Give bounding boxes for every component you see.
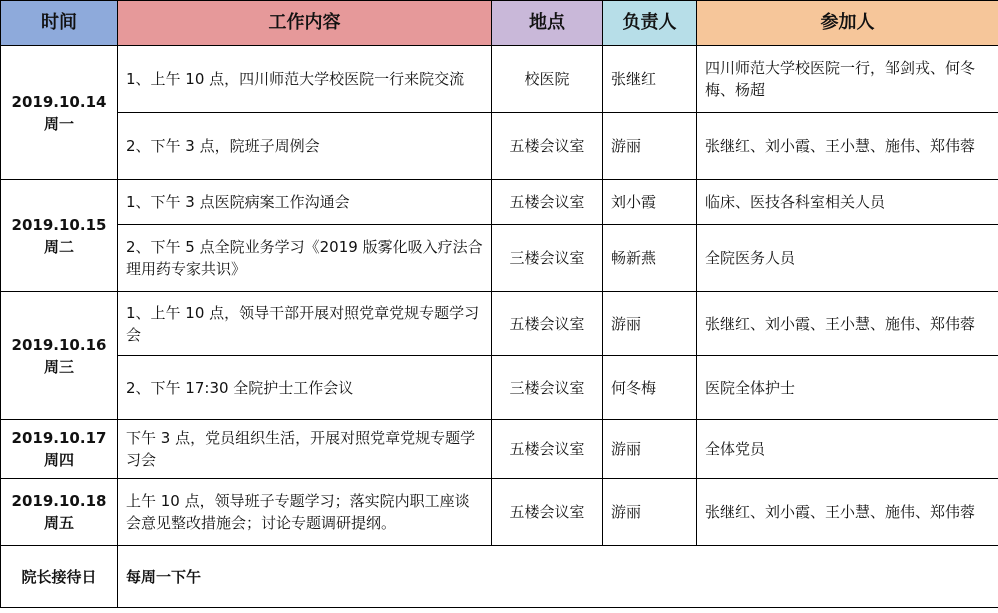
content-cell: 1、下午 3 点医院病案工作沟通会: [118, 180, 492, 225]
owner-cell: 游丽: [603, 420, 697, 479]
date-text: 2019.10.14: [11, 92, 107, 111]
weekday-text: 周五: [43, 514, 74, 532]
content-cell: 下午 3 点，党员组织生活，开展对照党章党规专题学习会: [118, 420, 492, 479]
weekday-text: 周二: [43, 237, 74, 256]
place-cell: 三楼会议室: [492, 356, 603, 420]
place-cell: 五楼会议室: [492, 113, 603, 180]
reception-day-value: 每周一下午: [118, 546, 998, 608]
owner-cell: 畅新燕: [603, 225, 697, 292]
content-cell: 2、下午 17:30 全院护士工作会议: [118, 356, 492, 420]
content-cell: 2、下午 3 点，院班子周例会: [118, 113, 492, 180]
weekday-text: 周三: [43, 357, 74, 376]
weekday-text: 周一: [43, 114, 74, 133]
header-owner: 负责人: [603, 1, 697, 46]
table-row: [1, 46, 998, 113]
participants-cell: 张继红、刘小霞、王小慧、施伟、郑伟蓉: [697, 292, 998, 356]
table-row: [1, 113, 998, 180]
owner-cell: 游丽: [603, 292, 697, 356]
participants-cell: 全院医务人员: [697, 225, 998, 292]
header-row: [1, 1, 998, 46]
table-row: [1, 356, 998, 420]
owner-cell: 刘小霞: [603, 180, 697, 225]
header-content: 工作内容: [118, 1, 492, 46]
participants-cell: 临床、医技各科室相关人员: [697, 180, 998, 225]
date-cell: [1, 479, 118, 546]
date-text: 2019.10.18: [11, 492, 107, 510]
date-text: 2019.10.15: [11, 215, 107, 234]
owner-cell: 何冬梅: [603, 356, 697, 420]
table-row: [1, 225, 998, 292]
date-text: 2019.10.17: [11, 429, 107, 447]
footer-row: [1, 546, 998, 608]
header-place: 地点: [492, 1, 603, 46]
table-row: [1, 180, 998, 225]
header-participants: 参加人: [697, 1, 998, 46]
place-cell: 五楼会议室: [492, 420, 603, 479]
participants-cell: 四川师范大学校医院一行，邹剑戎、何冬梅、杨超: [697, 46, 998, 113]
content-cell: 2、下午 5 点全院业务学习《2019 版雾化吸入疗法合理用药专家共识》: [118, 225, 492, 292]
table-row: [1, 292, 998, 356]
date-cell: [1, 46, 118, 180]
owner-cell: 张继红: [603, 46, 697, 113]
date-cell: [1, 292, 118, 420]
date-cell: [1, 180, 118, 292]
owner-cell: 游丽: [603, 479, 697, 546]
participants-cell: 全体党员: [697, 420, 998, 479]
content-cell: 1、上午 10 点，领导干部开展对照党章党规专题学习会: [118, 292, 492, 356]
owner-cell: 游丽: [603, 113, 697, 180]
place-cell: 五楼会议室: [492, 292, 603, 356]
reception-day-label: 院长接待日: [1, 546, 118, 608]
place-cell: 校医院: [492, 46, 603, 113]
weekday-text: 周四: [43, 451, 74, 469]
place-cell: 五楼会议室: [492, 180, 603, 225]
content-cell: 1、上午 10 点，四川师范大学校医院一行来院交流: [118, 46, 492, 113]
table-row: [1, 420, 998, 479]
participants-cell: 医院全体护士: [697, 356, 998, 420]
table-row: [1, 479, 998, 546]
place-cell: 三楼会议室: [492, 225, 603, 292]
date-cell: [1, 420, 118, 479]
place-cell: 五楼会议室: [492, 479, 603, 546]
date-text: 2019.10.16: [11, 335, 107, 354]
header-time: 时间: [1, 1, 118, 46]
participants-cell: 张继红、刘小霞、王小慧、施伟、郑伟蓉: [697, 479, 998, 546]
content-cell: 上午 10 点，领导班子专题学习；落实院内职工座谈会意见整改措施会；讨论专题调研提纲。: [118, 479, 492, 546]
participants-cell: 张继红、刘小霞、王小慧、施伟、郑伟蓉: [697, 113, 998, 180]
